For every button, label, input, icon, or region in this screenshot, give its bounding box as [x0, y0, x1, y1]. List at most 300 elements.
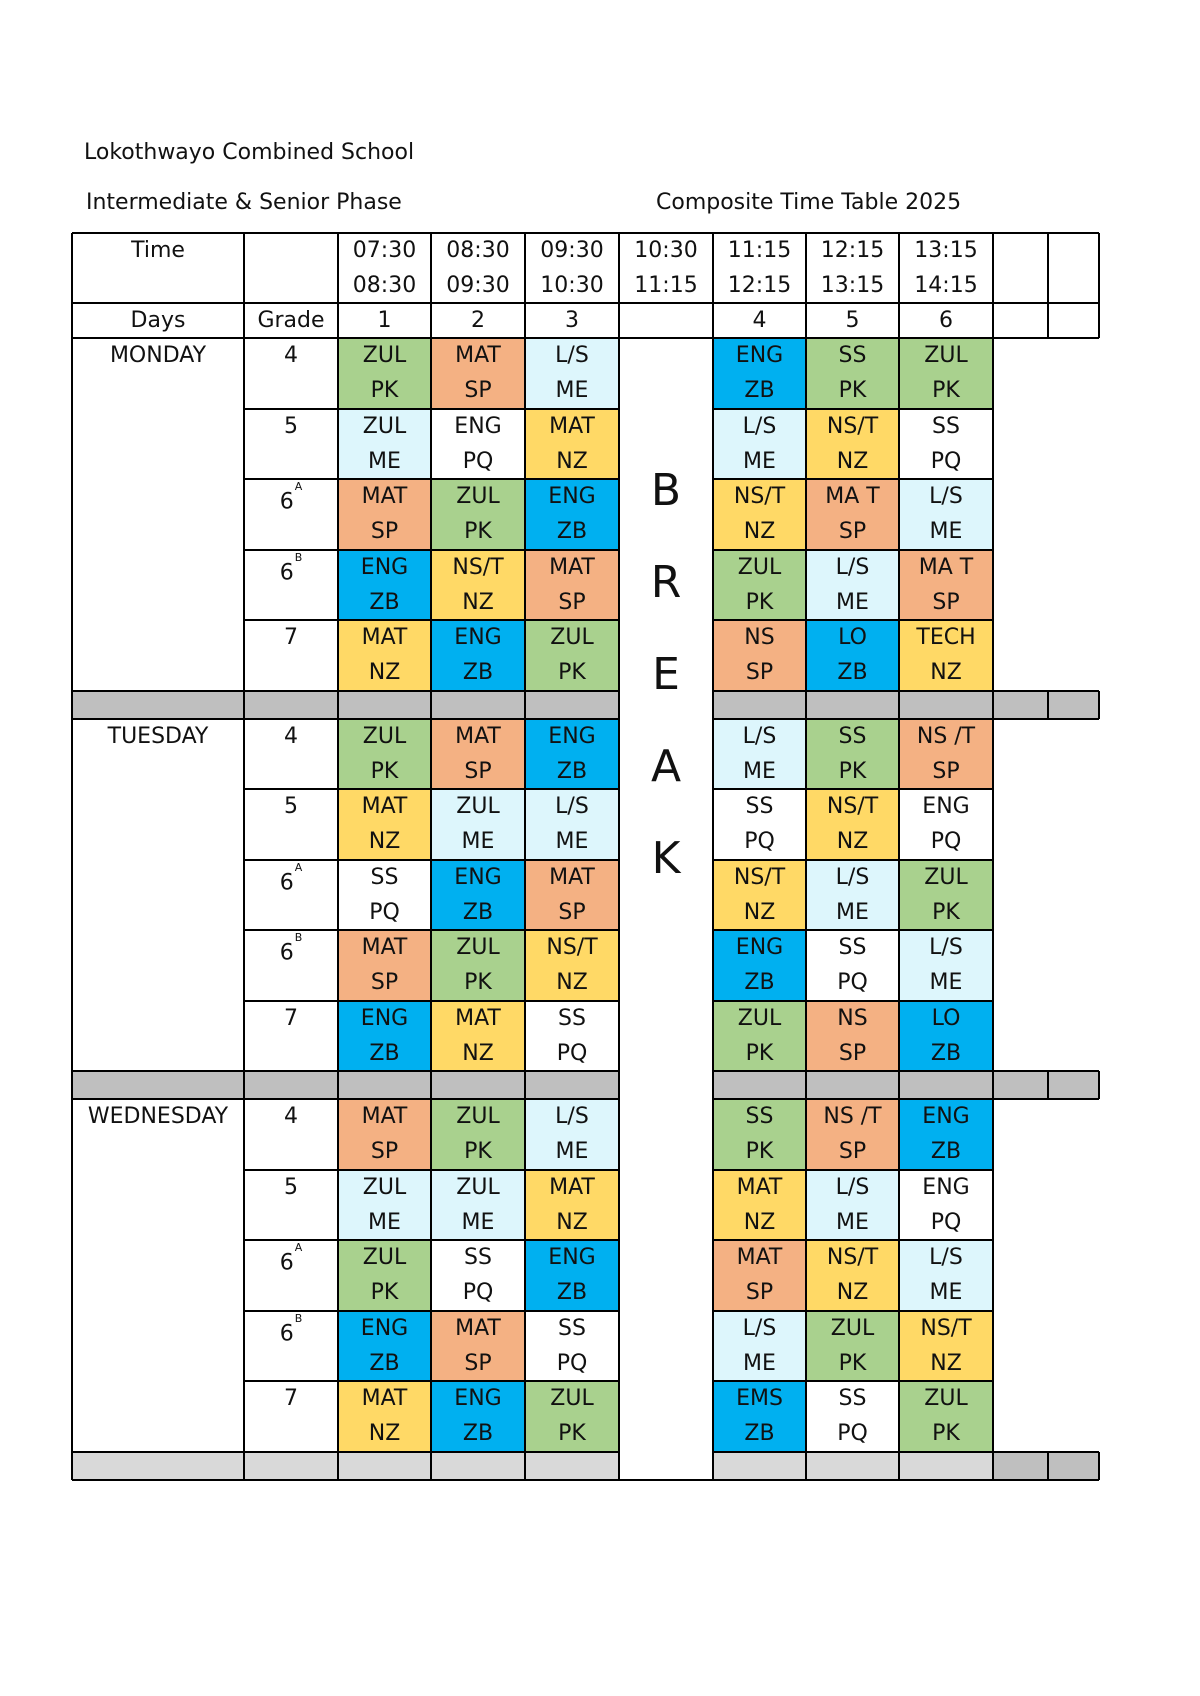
- grid-line: [243, 233, 245, 1480]
- slot-start-time: 10:30: [634, 238, 698, 263]
- day-separator: [72, 691, 244, 719]
- grid-line: [713, 1000, 993, 1002]
- teacher-code: SP: [464, 378, 492, 403]
- lesson-cell: [338, 1099, 431, 1170]
- day-separator: [525, 1452, 619, 1480]
- day-separator: [806, 691, 899, 719]
- lesson-cell: [525, 1381, 619, 1452]
- slot-start-time: 13:15: [914, 238, 978, 263]
- lesson-cell: [806, 1001, 899, 1072]
- lesson-cell: [338, 860, 431, 931]
- lesson-cell: [806, 620, 899, 691]
- lesson-cell: [899, 860, 993, 931]
- grade-number: [244, 1381, 338, 1452]
- subject-code: SS: [838, 1386, 867, 1411]
- teacher-code: SP: [370, 1139, 399, 1164]
- lesson-cell: [338, 1381, 431, 1452]
- grid-line: [1047, 233, 1049, 338]
- school-name: Lokothwayo Combined School: [84, 140, 415, 165]
- teacher-code: PK: [838, 1350, 867, 1376]
- teacher-code: ME: [368, 1209, 401, 1235]
- grade-number: [244, 479, 338, 550]
- grade-value: 6: [279, 489, 294, 515]
- day-separator: [72, 1452, 244, 1480]
- lesson-cell: [431, 479, 525, 550]
- composite-timetable: [72, 233, 1099, 1484]
- lesson-cell: [525, 1311, 619, 1382]
- teacher-code: ZB: [462, 660, 494, 685]
- grid-line: [713, 549, 993, 551]
- grid-line: [72, 718, 244, 720]
- day-separator: [338, 1071, 431, 1099]
- grid-line: [713, 1169, 993, 1171]
- slot-end-time: 12:15: [727, 273, 792, 298]
- grid-line: [713, 690, 993, 692]
- subject-code: NS /T: [823, 1104, 882, 1129]
- grid-line: [1047, 691, 1049, 719]
- grade-value: 6: [279, 1320, 294, 1346]
- grid-line: [993, 1070, 1099, 1072]
- lesson-cell: [338, 1240, 431, 1311]
- teacher-code: PK: [558, 1421, 586, 1446]
- lesson-cell: [431, 930, 525, 1001]
- subject-code: ZUL: [924, 1386, 968, 1411]
- teacher-code: PK: [464, 970, 492, 995]
- subject-code: NS/T: [546, 935, 598, 960]
- grade-value: 5: [284, 413, 298, 439]
- subject-code: MAT: [736, 1245, 783, 1270]
- day-separator: [1048, 691, 1099, 719]
- time-label: Time: [131, 238, 185, 263]
- teacher-code: ME: [555, 1139, 589, 1164]
- teacher-code: SP: [838, 1139, 867, 1164]
- lesson-cell: [713, 620, 806, 691]
- lesson-cell: [525, 1099, 619, 1170]
- lesson-cell: [899, 1099, 993, 1170]
- teacher-code: SP: [838, 1040, 867, 1066]
- lesson-cell: [431, 1099, 525, 1170]
- time-slot: [525, 233, 619, 303]
- day-separator: [72, 1071, 244, 1099]
- subject-code: MAT: [736, 1174, 783, 1200]
- lesson-cell: [338, 550, 431, 621]
- lesson-cell: [899, 409, 993, 480]
- subject-code: L/S: [835, 554, 870, 580]
- teacher-code: ME: [836, 899, 869, 925]
- lesson-cell: [338, 409, 431, 480]
- teacher-code: PK: [558, 660, 586, 685]
- teacher-code: SP: [932, 589, 960, 615]
- teacher-code: ZB: [744, 970, 775, 995]
- teacher-code: SP: [370, 519, 399, 544]
- teacher-code: SP: [370, 970, 399, 995]
- lesson-cell: [806, 860, 899, 931]
- teacher-code: PK: [745, 1139, 774, 1164]
- subject-code: ZUL: [737, 1005, 782, 1031]
- teacher-code: PK: [932, 1421, 960, 1446]
- subject-code: SS: [838, 343, 867, 368]
- lesson-cell: [713, 719, 806, 790]
- subject-code: ENG: [454, 1386, 502, 1411]
- subject-code: MAT: [455, 1005, 501, 1031]
- subject-code: L/S: [555, 343, 589, 368]
- lesson-cell: [338, 719, 431, 790]
- period-number: 2: [471, 308, 485, 333]
- teacher-code: NZ: [836, 448, 869, 474]
- teacher-code: SP: [558, 589, 586, 615]
- grade-value: 7: [284, 1005, 298, 1031]
- grade-value: 6: [279, 559, 294, 585]
- lesson-cell: [713, 1381, 806, 1452]
- lesson-cell: [525, 409, 619, 480]
- grade-number: [244, 620, 338, 691]
- grade-class-letter: A: [294, 860, 303, 874]
- slot-end-time: 11:15: [634, 273, 698, 298]
- lesson-cell: [338, 1001, 431, 1072]
- subject-code: LO: [838, 625, 867, 650]
- grid-line: [713, 859, 993, 861]
- lesson-cell: [431, 1240, 525, 1311]
- subject-code: MAT: [361, 1104, 408, 1129]
- day-separator: [525, 1071, 619, 1099]
- lesson-cell: [525, 550, 619, 621]
- subject-code: MAT: [361, 935, 408, 960]
- subject-code: NS/T: [826, 794, 879, 819]
- break-letter: R: [650, 556, 682, 608]
- subject-code: ZUL: [362, 413, 407, 439]
- teacher-code: PK: [370, 758, 399, 784]
- lesson-cell: [713, 550, 806, 621]
- grade-class-letter: B: [294, 931, 303, 944]
- grid-line: [713, 1070, 993, 1072]
- slot-start-time: 09:30: [540, 238, 604, 263]
- grade-value: 4: [284, 343, 298, 368]
- subject-code: NS/T: [452, 554, 504, 580]
- subject-code: MAT: [549, 1174, 595, 1200]
- day-separator: [1048, 1071, 1099, 1099]
- subject-code: MAT: [361, 484, 408, 509]
- teacher-code: NZ: [743, 899, 776, 925]
- subject-code: ZUL: [924, 864, 968, 890]
- teacher-code: NZ: [930, 1350, 962, 1376]
- lesson-cell: [806, 1099, 899, 1170]
- break-letter: B: [650, 464, 682, 516]
- day-separator: [431, 1452, 525, 1480]
- teacher-code: PQ: [837, 970, 868, 995]
- subject-code: ZUL: [830, 1315, 875, 1341]
- day-separator: [713, 691, 806, 719]
- teacher-code: PQ: [930, 829, 962, 854]
- lesson-cell: [806, 1381, 899, 1452]
- teacher-code: PQ: [556, 1040, 588, 1066]
- teacher-code: ZB: [556, 1280, 588, 1305]
- grid-line: [713, 1479, 1099, 1481]
- subject-code: SS: [838, 935, 867, 960]
- lesson-cell: [431, 860, 525, 931]
- lesson-cell: [338, 1170, 431, 1241]
- phase-label: Intermediate & Senior Phase: [86, 190, 402, 215]
- subject-code: MA T: [918, 554, 974, 580]
- subject-code: ZUL: [456, 1174, 500, 1200]
- day-separator: [806, 1452, 899, 1480]
- lesson-cell: [713, 1240, 806, 1311]
- day-separator: [993, 691, 1048, 719]
- grid-line: [72, 690, 244, 692]
- subject-code: TECH: [916, 625, 976, 650]
- grade-number: [244, 550, 338, 621]
- grade-value: 7: [284, 625, 298, 650]
- grade-number: [244, 860, 338, 931]
- lesson-cell: [713, 789, 806, 860]
- grid-line: [713, 1451, 993, 1453]
- subject-code: ENG: [360, 1315, 409, 1341]
- teacher-code: ZB: [369, 589, 400, 615]
- lesson-cell: [338, 1311, 431, 1382]
- subject-code: ENG: [922, 1104, 970, 1129]
- grid-line: [713, 1310, 993, 1312]
- subject-code: SS: [745, 1104, 774, 1129]
- grid-line: [713, 478, 993, 480]
- subject-code: MAT: [361, 1386, 408, 1411]
- lesson-cell: [806, 1240, 899, 1311]
- period-number: 3: [565, 308, 579, 333]
- teacher-code: ME: [836, 589, 869, 615]
- teacher-code: SP: [745, 1280, 774, 1305]
- teacher-code: NZ: [930, 660, 962, 685]
- lesson-cell: [899, 550, 993, 621]
- teacher-code: SP: [464, 758, 492, 784]
- grid-line: [713, 929, 993, 931]
- lesson-cell: [525, 719, 619, 790]
- teacher-code: NZ: [743, 1209, 776, 1235]
- lesson-cell: [338, 479, 431, 550]
- grid-line: [72, 1070, 244, 1072]
- grade-number: [244, 1240, 338, 1311]
- lesson-cell: [525, 620, 619, 691]
- subject-code: ENG: [548, 484, 596, 509]
- grade-number: [244, 409, 338, 480]
- lesson-cell: [899, 620, 993, 691]
- grid-line: [713, 718, 1099, 720]
- grade-number: [244, 719, 338, 790]
- grade-number: [244, 930, 338, 1001]
- lesson-cell: [899, 479, 993, 550]
- teacher-code: ZB: [462, 899, 494, 925]
- subject-code: SS: [932, 413, 960, 439]
- day-separator: [244, 1071, 338, 1099]
- grid-line: [337, 233, 339, 1480]
- lesson-cell: [899, 719, 993, 790]
- teacher-code: ME: [743, 448, 776, 474]
- lesson-cell: [431, 1381, 525, 1452]
- lesson-cell: [525, 789, 619, 860]
- slot-start-time: 12:15: [820, 238, 885, 263]
- subject-code: ENG: [454, 413, 502, 439]
- teacher-code: ME: [743, 758, 776, 784]
- lesson-cell: [713, 338, 806, 409]
- lesson-cell: [431, 789, 525, 860]
- period-number: 1: [377, 308, 392, 333]
- break-letter: A: [650, 740, 682, 792]
- period-number: 4: [752, 308, 767, 333]
- lesson-cell: [899, 1381, 993, 1452]
- day-separator: [899, 1452, 993, 1480]
- teacher-code: SP: [745, 660, 774, 685]
- teacher-code: PQ: [462, 448, 494, 474]
- lesson-cell: [525, 1170, 619, 1241]
- grid-line: [992, 233, 994, 1480]
- subject-code: L/S: [929, 935, 963, 960]
- grade-number: [244, 1170, 338, 1241]
- teacher-code: PK: [370, 378, 399, 403]
- subject-code: ENG: [922, 794, 970, 819]
- teacher-code: PK: [370, 1280, 399, 1305]
- subject-code: MAT: [549, 864, 595, 890]
- subject-code: SS: [370, 864, 399, 890]
- teacher-code: ZB: [837, 660, 868, 685]
- subject-code: SS: [464, 1245, 492, 1270]
- lesson-cell: [806, 1170, 899, 1241]
- lesson-cell: [806, 1311, 899, 1382]
- lesson-cell: [525, 479, 619, 550]
- grade-number: [244, 1311, 338, 1382]
- day-name: TUESDAY: [107, 723, 209, 749]
- grade-number: [244, 1001, 338, 1072]
- subject-code: L/S: [929, 484, 963, 509]
- day-separator: [244, 691, 338, 719]
- teacher-code: ZB: [369, 1040, 400, 1066]
- teacher-code: PQ: [462, 1280, 494, 1305]
- subject-code: ZUL: [456, 794, 500, 819]
- day-separator: [338, 691, 431, 719]
- lesson-cell: [525, 1001, 619, 1072]
- subject-code: LO: [931, 1005, 961, 1031]
- time-slot: [806, 233, 899, 303]
- lesson-cell: [338, 789, 431, 860]
- lesson-cell: [431, 1311, 525, 1382]
- period-number: 6: [939, 308, 953, 333]
- lesson-cell: [525, 930, 619, 1001]
- grid-line: [1098, 1071, 1100, 1099]
- lesson-cell: [806, 789, 899, 860]
- subject-code: NS/T: [826, 1245, 879, 1270]
- subject-code: ZUL: [550, 1386, 594, 1411]
- teacher-code: NZ: [556, 970, 588, 995]
- teacher-code: PQ: [837, 1421, 868, 1446]
- teacher-code: ZB: [369, 1350, 400, 1376]
- lesson-cell: [431, 1001, 525, 1072]
- subject-code: NS: [744, 625, 775, 650]
- grade-class-letter: A: [294, 1241, 303, 1254]
- grid-line: [72, 1098, 244, 1100]
- slot-start-time: 11:15: [727, 238, 792, 263]
- subject-code: ENG: [548, 723, 596, 749]
- subject-code: ZUL: [737, 554, 782, 580]
- time-slot: [899, 233, 993, 303]
- grade-value: 5: [284, 794, 298, 819]
- subject-code: EMS: [736, 1386, 783, 1411]
- lesson-cell: [338, 620, 431, 691]
- subject-code: MAT: [361, 625, 408, 650]
- teacher-code: NZ: [462, 1040, 494, 1066]
- grid-line: [1098, 233, 1100, 338]
- grid-line: [713, 408, 993, 410]
- grade-class-letter: A: [294, 480, 303, 493]
- grade-number: [244, 789, 338, 860]
- day-name: WEDNESDAY: [87, 1104, 229, 1129]
- subject-code: L/S: [742, 1315, 777, 1341]
- teacher-code: NZ: [368, 1421, 401, 1446]
- grade-value: 4: [284, 1104, 298, 1129]
- grade-value: 5: [284, 1174, 298, 1200]
- grade-value: 6: [279, 869, 294, 895]
- subject-code: ENG: [360, 1005, 409, 1031]
- lesson-cell: [431, 409, 525, 480]
- grid-line: [1098, 1452, 1100, 1480]
- subject-code: SS: [745, 794, 774, 819]
- lesson-cell: [713, 1170, 806, 1241]
- teacher-code: NZ: [462, 589, 494, 615]
- teacher-code: SP: [932, 758, 960, 784]
- day-separator: [993, 1452, 1048, 1480]
- subject-code: NS/T: [920, 1315, 972, 1341]
- subject-code: NS /T: [916, 723, 976, 749]
- break-letter: E: [652, 648, 680, 700]
- day-name: MONDAY: [109, 343, 207, 368]
- lesson-cell: [899, 1240, 993, 1311]
- subject-code: SS: [558, 1315, 586, 1341]
- lesson-cell: [713, 409, 806, 480]
- teacher-code: ME: [929, 519, 963, 544]
- subject-code: ENG: [735, 935, 784, 960]
- document-title: Composite Time Table 2025: [656, 190, 962, 215]
- subject-code: MAT: [455, 343, 501, 368]
- day-separator: [431, 1071, 525, 1099]
- time-slot: [619, 233, 713, 303]
- lesson-cell: [713, 930, 806, 1001]
- grade-value: 4: [284, 723, 298, 749]
- teacher-code: ME: [368, 448, 401, 474]
- subject-code: L/S: [742, 723, 777, 749]
- teacher-code: SP: [558, 899, 586, 925]
- lesson-cell: [713, 860, 806, 931]
- teacher-code: SP: [464, 1350, 492, 1376]
- day-separator: [899, 691, 993, 719]
- lesson-cell: [338, 338, 431, 409]
- grade-number: [244, 1099, 338, 1170]
- slot-end-time: 10:30: [540, 273, 604, 298]
- teacher-code: ME: [929, 1280, 963, 1305]
- lesson-cell: [713, 1311, 806, 1382]
- teacher-code: PK: [745, 589, 774, 615]
- grade-class-letter: B: [294, 1311, 303, 1325]
- grid-line: [712, 233, 714, 1480]
- lesson-cell: [899, 789, 993, 860]
- subject-code: L/S: [742, 413, 777, 439]
- lesson-cell: [806, 338, 899, 409]
- teacher-code: ME: [461, 1209, 495, 1235]
- teacher-code: PK: [838, 378, 867, 403]
- subject-code: ENG: [548, 1245, 596, 1270]
- subject-code: MAT: [549, 413, 595, 439]
- teacher-code: PQ: [744, 829, 775, 854]
- teacher-code: ME: [555, 378, 589, 403]
- teacher-code: ZB: [930, 1139, 962, 1164]
- teacher-code: NZ: [836, 1280, 869, 1305]
- teacher-code: PQ: [369, 899, 400, 925]
- grade-value: 7: [284, 1386, 298, 1411]
- grid-line: [72, 1479, 244, 1481]
